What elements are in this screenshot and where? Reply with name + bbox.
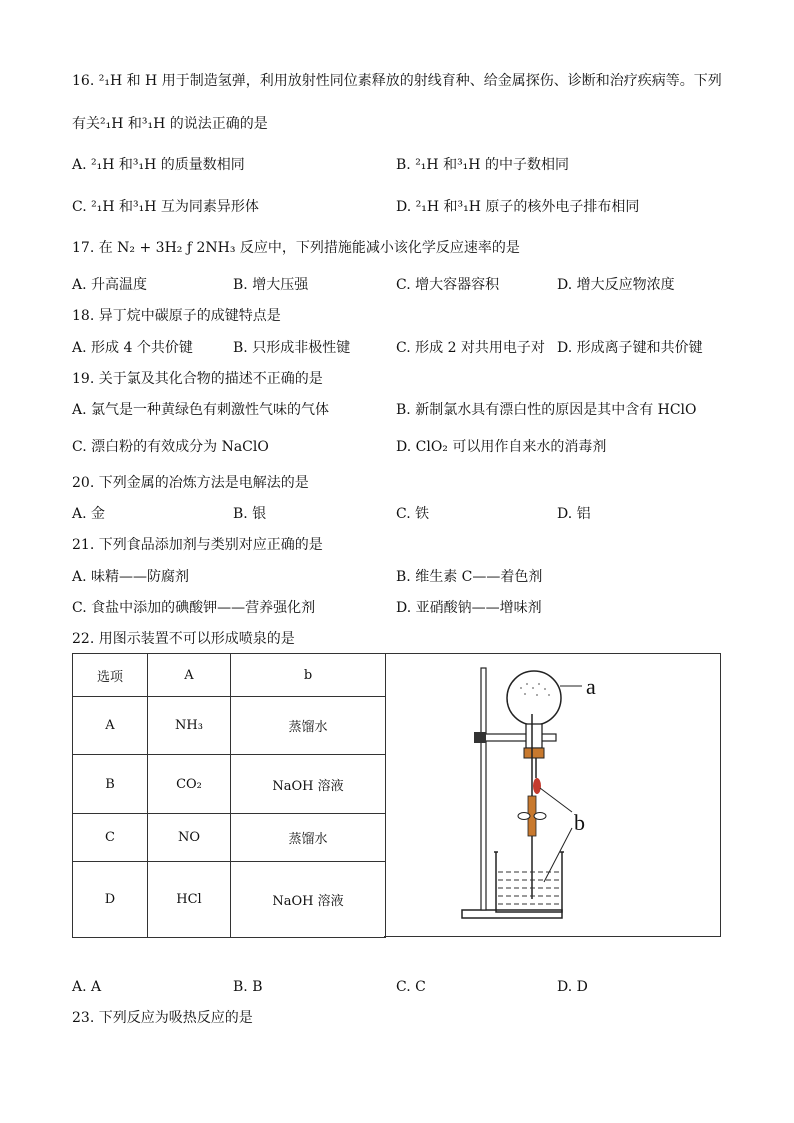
beaker bbox=[496, 852, 562, 912]
flask-neck bbox=[526, 724, 542, 748]
q16-option-b: B. ²₁H 和³₁H 的中子数相同 bbox=[396, 157, 569, 173]
table-cell: NH₃ bbox=[148, 697, 231, 755]
label-a: a bbox=[586, 674, 596, 699]
q18-option-d: D. 形成离子键和共价键 bbox=[557, 340, 703, 356]
q20-option-b: B. 银 bbox=[233, 506, 267, 522]
q20-stem: 20. 下列金属的冶炼方法是电解法的是 bbox=[72, 475, 309, 491]
q22-option-b: B. B bbox=[233, 979, 263, 995]
q19-stem: 19. 关于氯及其化合物的描述不正确的是 bbox=[72, 371, 323, 387]
fountain-apparatus-figure bbox=[384, 653, 721, 937]
stand-base bbox=[462, 910, 562, 918]
q18-stem: 18. 异丁烷中碳原子的成键特点是 bbox=[72, 308, 281, 324]
q17-option-d: D. 增大反应物浓度 bbox=[557, 277, 675, 293]
table-header-cell: b bbox=[231, 654, 386, 697]
q16-stem-line1: 16. ²₁H 和 H 用于制造氢弹，利用放射性同位素释放的射线育种、给金属探伤、诊断和治疗疾病等。下列 bbox=[72, 73, 722, 89]
q22-option-d: D. D bbox=[557, 979, 588, 995]
q17-stem: 17. 在 N₂ + 3H₂ ƒ 2NH₃ 反应中，下列措施能减小该化学反应速率的是 bbox=[72, 240, 520, 256]
q16-option-a: A. ²₁H 和³₁H 的质量数相同 bbox=[72, 157, 245, 173]
q23-stem: 23. 下列反应为吸热反应的是 bbox=[72, 1010, 253, 1026]
table-cell: NaOH 溶液 bbox=[231, 755, 386, 814]
table-row bbox=[73, 862, 386, 938]
q21-option-a: A. 味精——防腐剂 bbox=[72, 569, 190, 585]
table-cell: 蒸馏水 bbox=[231, 814, 386, 862]
table-row bbox=[73, 814, 386, 862]
table-cell: HCl bbox=[148, 862, 231, 938]
table-header-cell: A bbox=[148, 654, 231, 697]
table-header-cell: 选项 bbox=[73, 654, 148, 697]
pinch-clamp bbox=[518, 813, 530, 820]
q22-option-a: A. A bbox=[72, 979, 102, 995]
q19-option-a: A. 氯气是一种黄绿色有刺激性气味的气体 bbox=[72, 402, 330, 418]
stand-rod bbox=[481, 668, 486, 910]
table-cell: B bbox=[73, 755, 148, 814]
q22-option-c: C. C bbox=[396, 979, 426, 995]
table-row bbox=[73, 755, 386, 814]
q16-option-d: D. ²₁H 和³₁H 原子的核外电子排布相同 bbox=[396, 199, 640, 215]
q20-option-c: C. 铁 bbox=[396, 506, 430, 522]
table-cell: A bbox=[73, 697, 148, 755]
dropper-bulb bbox=[533, 778, 541, 794]
q21-option-c: C. 食盐中添加的碘酸钾——营养强化剂 bbox=[72, 600, 316, 616]
table-cell: 蒸馏水 bbox=[231, 697, 386, 755]
q19-option-b: B. 新制氯水具有漂白性的原因是其中含有 HClO bbox=[396, 402, 697, 418]
q16-stem-line2: 有关²₁H 和³₁H 的说法正确的是 bbox=[72, 116, 268, 132]
round-flask bbox=[507, 671, 561, 725]
q22-stem: 22. 用图示装置不可以形成喷泉的是 bbox=[72, 631, 295, 647]
q21-stem: 21. 下列食品添加剂与类别对应正确的是 bbox=[72, 537, 323, 553]
q22-options-table bbox=[72, 653, 386, 938]
label-b-leader-2 bbox=[544, 828, 572, 882]
q20-option-d: D. 铝 bbox=[557, 506, 591, 522]
q17-option-b: B. 增大压强 bbox=[233, 277, 309, 293]
q17-option-a: A. 升高温度 bbox=[72, 277, 148, 293]
q19-option-d: D. ClO₂ 可以用作自来水的消毒剂 bbox=[396, 439, 607, 455]
q18-option-a: A. 形成 4 个共价键 bbox=[72, 340, 193, 356]
q21-option-d: D. 亚硝酸钠——增味剂 bbox=[396, 600, 542, 616]
table-cell: D bbox=[73, 862, 148, 938]
table-cell: CO₂ bbox=[148, 755, 231, 814]
rubber-stopper bbox=[524, 748, 544, 758]
table-cell: NO bbox=[148, 814, 231, 862]
q16-option-c: C. ²₁H 和³₁H 互为同素异形体 bbox=[72, 199, 259, 215]
label-b-leader-1 bbox=[540, 788, 572, 812]
q18-option-b: B. 只形成非极性键 bbox=[233, 340, 351, 356]
beaker-liquid bbox=[498, 872, 560, 904]
fountain-apparatus-diagram bbox=[384, 654, 721, 938]
table-cell: NaOH 溶液 bbox=[231, 862, 386, 938]
q17-option-c: C. 增大容器容积 bbox=[396, 277, 500, 293]
table-row bbox=[73, 697, 386, 755]
table-header-row bbox=[73, 654, 386, 697]
q21-option-b: B. 维生素 C——着色剂 bbox=[396, 569, 543, 585]
label-b: b bbox=[574, 810, 585, 835]
q19-option-c: C. 漂白粉的有效成分为 NaClO bbox=[72, 439, 269, 455]
clamp-knob bbox=[474, 732, 486, 743]
q20-option-a: A. 金 bbox=[72, 506, 106, 522]
clamp-arm bbox=[476, 734, 556, 741]
q18-option-c: C. 形成 2 对共用电子对 bbox=[396, 340, 545, 356]
table-cell: C bbox=[73, 814, 148, 862]
